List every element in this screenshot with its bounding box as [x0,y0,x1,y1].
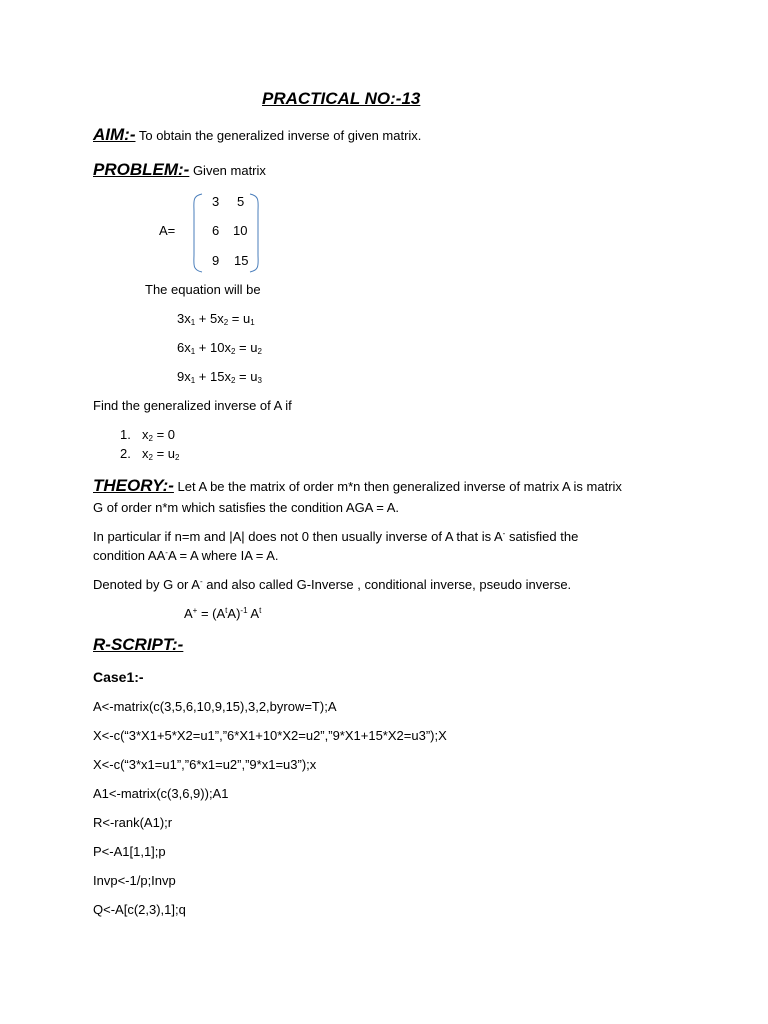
code-line: Q<-A[c(2,3),1];q [93,902,186,917]
condition-item: 2. $x_2 = u_2$ [120,446,180,462]
problem-label: PROBLEM:- [93,160,190,179]
theory-paragraph-2-line-2: condition AA-A = A where IA = A. [93,548,279,563]
find-text: Find the generalized inverse of A if [93,398,292,413]
code-line: R<-rank(A1);r [93,815,173,830]
equation-line: $3x_1 + 5x_2 = u_1$ [177,311,255,327]
matrix-cell: 9 [212,253,220,268]
rscript-label: R-SCRIPT:- [93,635,184,654]
code-line: P<-A1[1,1];p [93,844,166,859]
aim-line [93,125,421,145]
pseudo-inverse-formula: $A^+ = (A^tA)^{-1}$ $A^t$ [184,606,262,621]
code-line: X<-c(“3*X1+5*X2=u1”,”6*X1+10*X2=u2”,”9*X1+15*X2=u3”);X [93,728,447,743]
matrix-cell: 15 [234,253,249,268]
theory-line-1: THEORY:- Let A be the matrix of order m*n then generalized inverse of matrix A is matrix [93,476,622,495]
equation-line: $6x_1 + 10x_2 = u_2$ [177,340,262,356]
code-line: X<-c(“3*x1=u1”,”6*x1=u2”,”9*x1=u3”);x [93,757,317,772]
case-label: Case1:- [93,669,144,685]
theory-label: THEORY:- [93,476,174,495]
problem-text: Given matrix [189,163,266,178]
matrix-cell: 3 [212,194,220,209]
page-title: PRACTICAL NO:-13 [262,89,421,108]
matrix-cell: 10 [233,223,248,238]
code-line: Invp<-1/p;Invp [93,873,176,888]
matrix-brackets [190,192,270,274]
matrix-label: A= [159,223,176,238]
code-line: A1<-matrix(c(3,6,9));A1 [93,786,229,801]
condition-item: 1. $x_2 = 0$ [120,427,175,443]
equation-intro: The equation will be [145,282,261,297]
equation-line: $9x_1 + 15x_2 = u_3$ [177,369,262,385]
theory-paragraph-3: Denoted by G or A- and also called G-Inverse , conditional inverse, pseudo inverse. [93,577,572,592]
aim-label: AIM:- [93,125,136,144]
code-line: A<-matrix(c(3,5,6,10,9,15),3,2,byrow=T);A [93,699,337,714]
theory-paragraph-2-line-1: In particular if n=m and |A| does not 0 then usually inverse of A that is A- satisfied the [93,529,579,544]
problem-line [93,160,266,180]
aim-text: To obtain the generalized inverse of given matrix. [135,128,422,143]
matrix-cell: 5 [237,194,245,209]
theory-line-2: G of order n*m which satisfies the condition AGA = A. [93,500,400,515]
matrix-cell: 6 [212,223,220,238]
